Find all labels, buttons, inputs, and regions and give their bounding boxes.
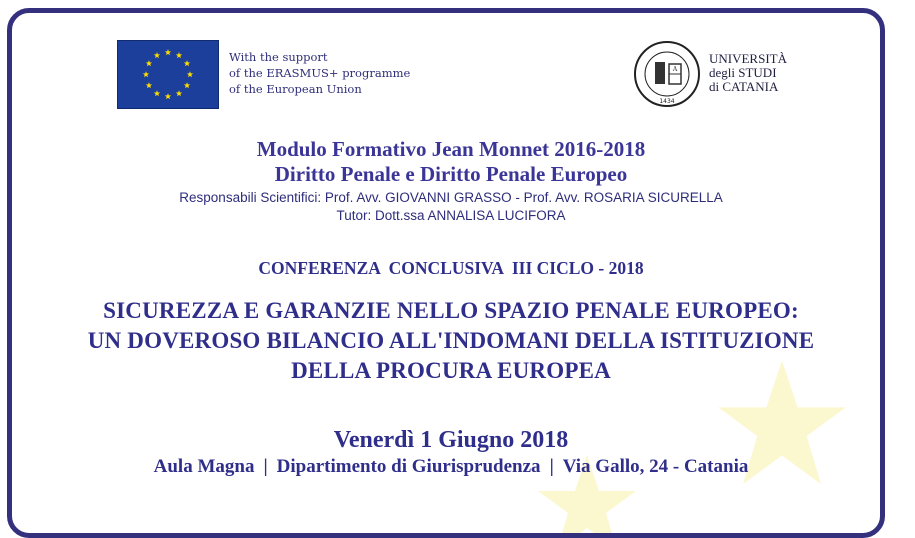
eu-star-icon xyxy=(187,71,193,77)
support-line: of the European Union xyxy=(229,82,362,96)
support-line: With the support xyxy=(229,50,328,64)
eu-star-icon xyxy=(165,49,171,55)
tutor: Tutor: Dott.ssa ANNALISA LUCIFORA xyxy=(336,208,566,223)
separator: | xyxy=(549,456,554,477)
module-title: Modulo Formativo Jean Monnet 2016-2018 xyxy=(256,137,646,161)
conference-label: CONFERENZA CONCLUSIVA III CICLO - 2018 xyxy=(258,258,644,278)
venue: Aula Magna xyxy=(153,456,255,477)
eu-star-icon xyxy=(176,90,182,96)
eu-star-icon xyxy=(184,60,190,66)
eu-star-icon xyxy=(184,82,190,88)
conference-title-line: UN DOVEROSO BILANCIO ALL'INDOMANI DELLA ISTITUZIONE xyxy=(87,328,815,353)
eu-flag-logo xyxy=(117,40,219,109)
eu-star-icon xyxy=(143,71,149,77)
module-subtitle: Diritto Penale e Diritto Penale Europeo xyxy=(274,162,628,186)
conference-title-line: SICUREZZA E GARANZIE NELLO SPAZIO PENALE EUROPEO: xyxy=(103,298,799,323)
seal-year: 1434 xyxy=(659,98,675,105)
university-seal-logo xyxy=(633,40,701,108)
scientific-responsibles: Responsabili Scientifici: Prof. Avv. GIOVANNI GRASSO - Prof. Avv. ROSARIA SICURELLA xyxy=(179,190,723,205)
conference-title-line: DELLA PROCURA EUROPEA xyxy=(291,358,611,383)
university-name-line: di CATANIA xyxy=(709,79,779,94)
event-location xyxy=(12,456,885,478)
erasmus-support-text xyxy=(229,49,410,97)
svg-text:A: A xyxy=(672,66,678,73)
support-line: of the ERASMUS+ programme xyxy=(229,66,411,80)
eu-star-icon xyxy=(154,52,160,58)
eu-stars-icon xyxy=(118,41,218,108)
event-date: Venerdì 1 Giugno 2018 xyxy=(333,427,569,453)
university-name-line: degli STUDI xyxy=(709,65,777,80)
address: Via Gallo, 24 - Catania xyxy=(562,456,749,477)
eu-star-icon xyxy=(146,60,152,66)
eu-star-icon xyxy=(146,82,152,88)
poster-frame xyxy=(7,8,885,538)
eu-star-icon xyxy=(154,90,160,96)
university-name xyxy=(709,52,787,94)
department: Dipartimento di Giurisprudenza xyxy=(276,456,541,477)
eu-star-icon xyxy=(176,52,182,58)
university-name-line: UNIVERSITÀ xyxy=(709,51,787,66)
separator: | xyxy=(263,456,268,477)
eu-star-icon xyxy=(165,93,171,99)
